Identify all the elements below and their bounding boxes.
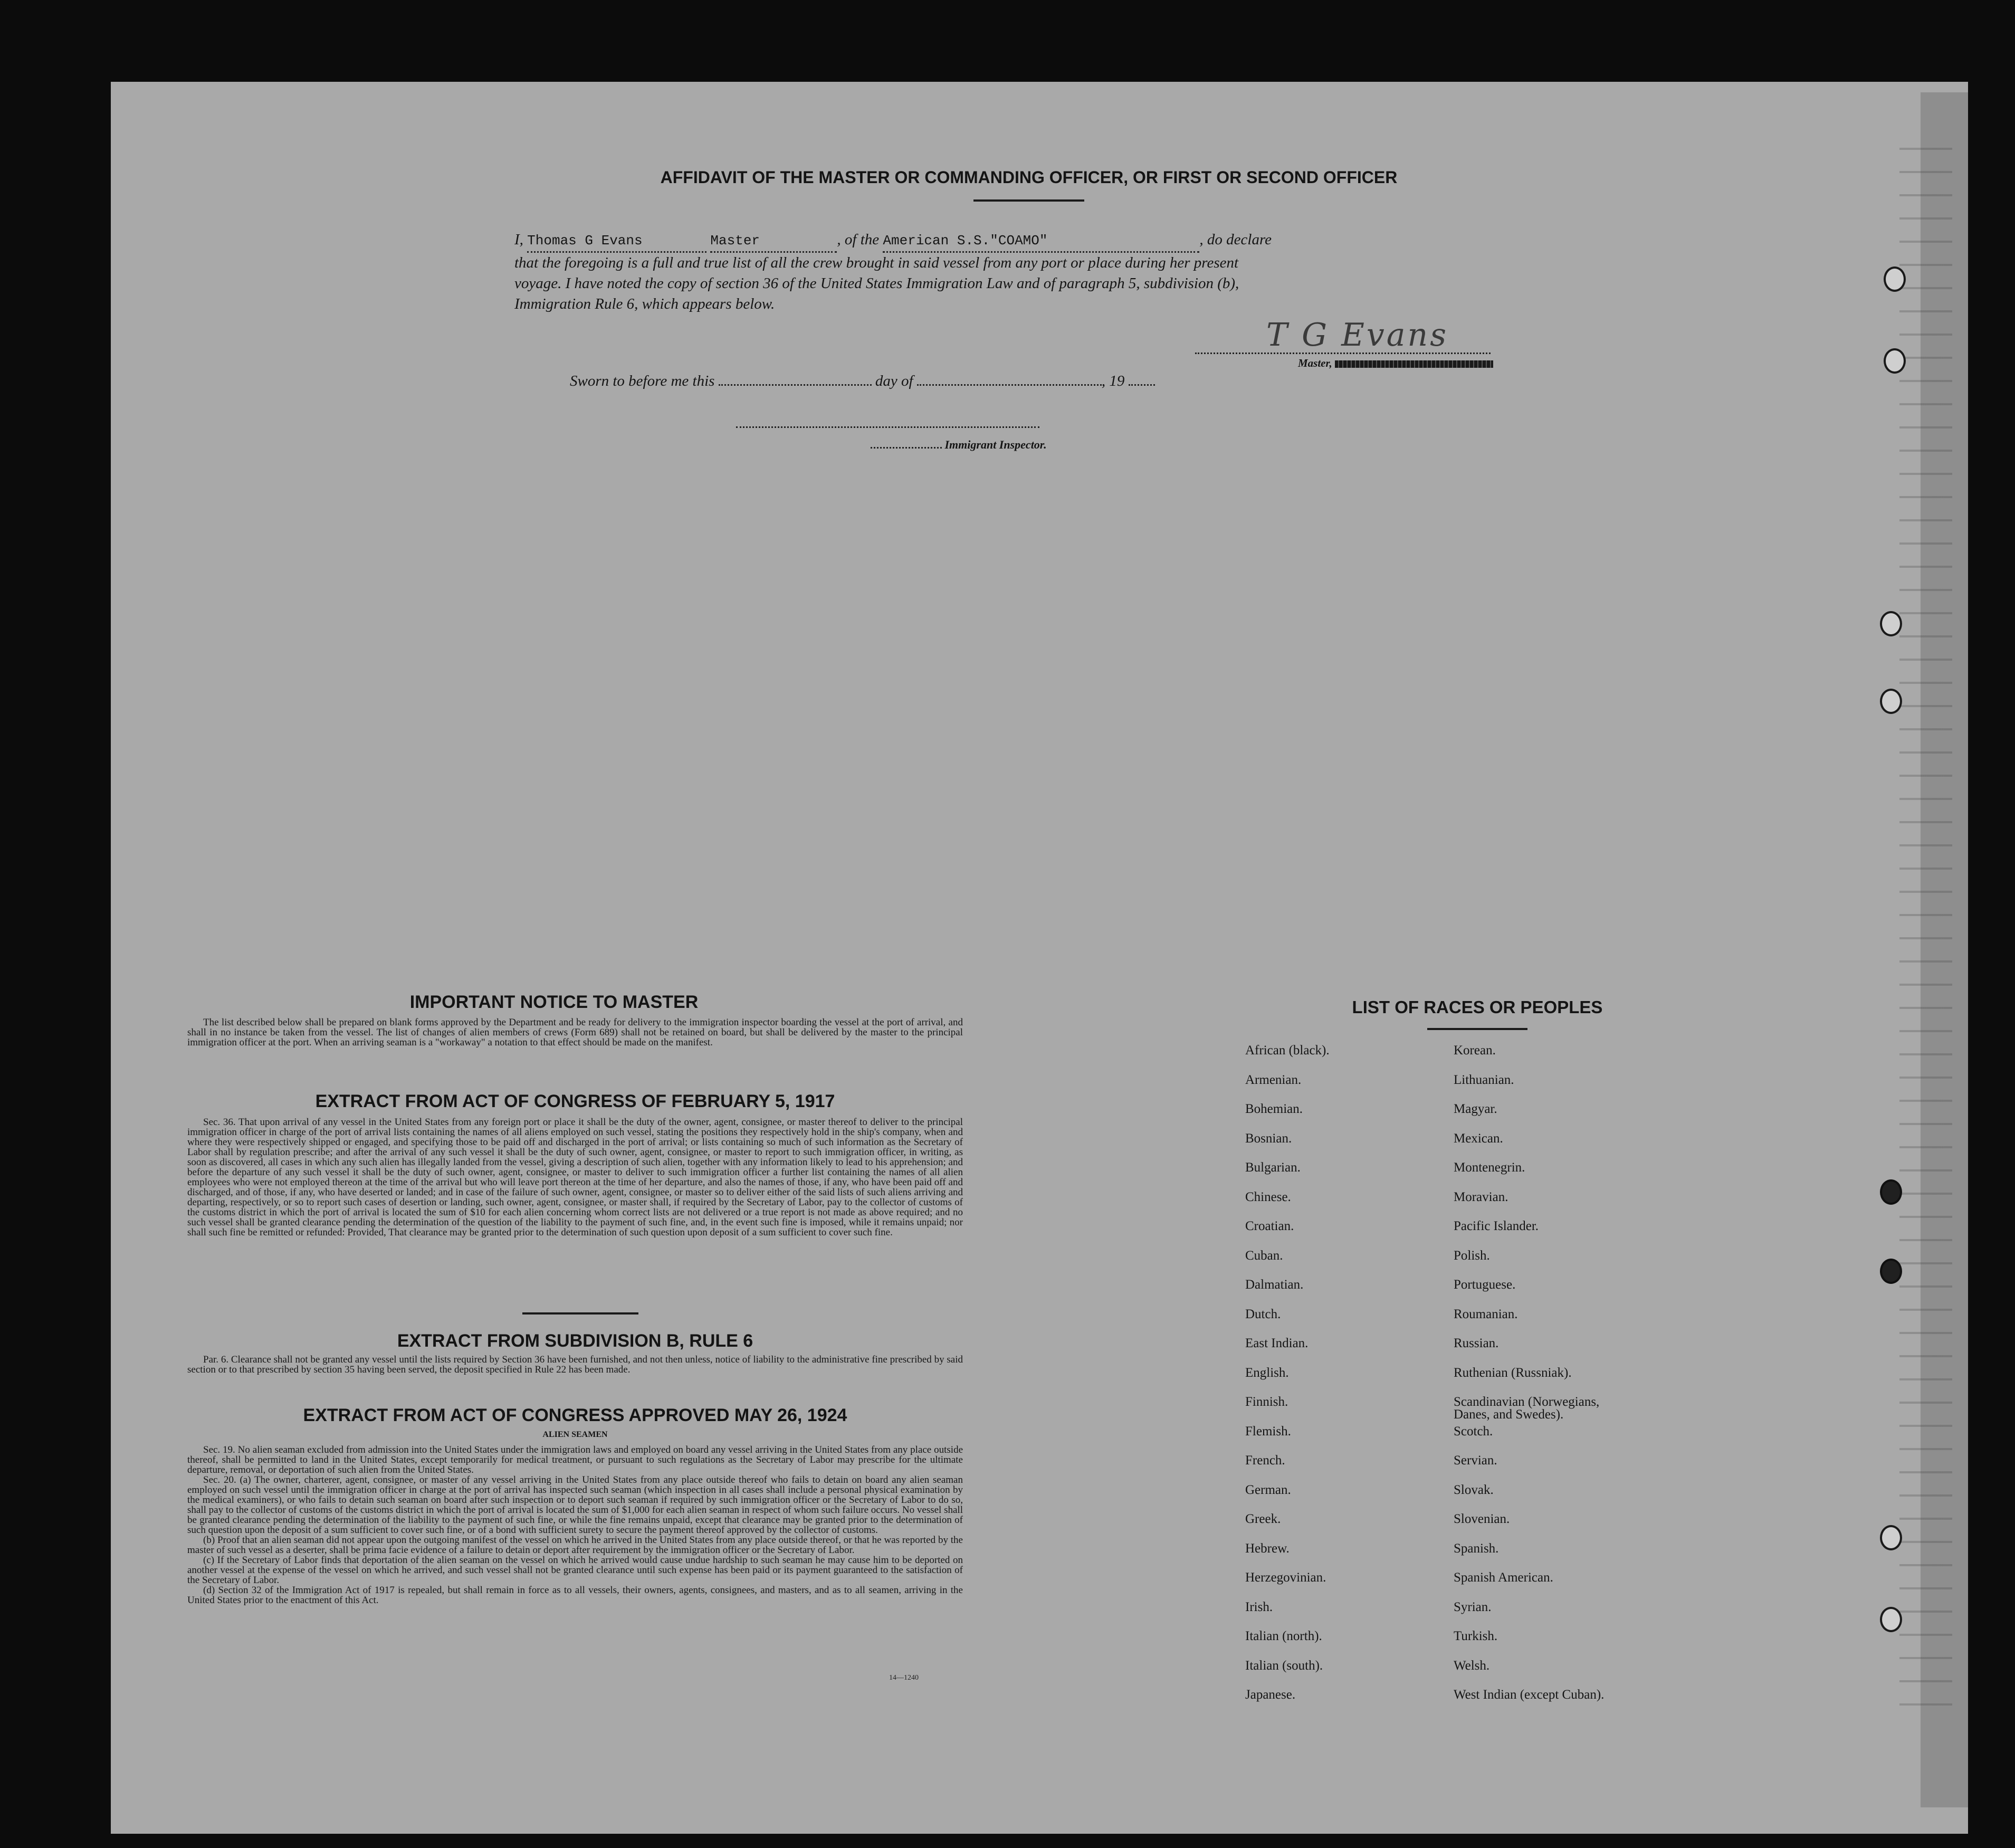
sworn-day-field bbox=[719, 384, 872, 386]
extract-rule-divider bbox=[522, 1312, 638, 1314]
race-item: Chinese. bbox=[1245, 1189, 1291, 1204]
race-item: Magyar. bbox=[1454, 1102, 1497, 1116]
form-number: 14—1240 bbox=[889, 1674, 919, 1682]
affidavit-i: I, bbox=[514, 231, 523, 248]
race-item: Finnish. bbox=[1245, 1395, 1288, 1409]
affidavit-title-rule bbox=[973, 199, 1084, 202]
race-item: Irish. bbox=[1245, 1599, 1273, 1614]
race-item: Italian (north). bbox=[1245, 1629, 1322, 1643]
race-item: Flemish. bbox=[1245, 1424, 1291, 1439]
sworn-month-field bbox=[917, 384, 1102, 386]
extract-1917-title: EXTRACT FROM ACT OF CONGRESS OF FEBRUARY 5, 1917 bbox=[315, 1091, 835, 1111]
extract-1924-title: EXTRACT FROM ACT OF CONGRESS APPROVED MAY 26, 1924 bbox=[303, 1405, 847, 1425]
inspector-caption bbox=[871, 438, 1047, 452]
inspector-field bbox=[871, 447, 942, 449]
punch-hole bbox=[1884, 266, 1906, 292]
rank-field bbox=[710, 230, 837, 253]
race-item: Ruthenian (Russniak). bbox=[1454, 1365, 1572, 1380]
do-declare-text: , do declare bbox=[1199, 231, 1272, 248]
race-item: Syrian. bbox=[1454, 1599, 1492, 1614]
signature-caption bbox=[1298, 357, 1493, 370]
extract-1924-subtitle: ALIEN SEAMEN bbox=[542, 1430, 608, 1439]
punch-hole bbox=[1880, 1179, 1902, 1205]
race-item: Moravian. bbox=[1454, 1189, 1508, 1204]
vessel-field bbox=[883, 230, 1199, 253]
inspector-signature-line bbox=[736, 426, 1039, 428]
race-item: Spanish. bbox=[1454, 1541, 1499, 1556]
race-item: Slovenian. bbox=[1454, 1512, 1510, 1526]
race-item: Servian. bbox=[1454, 1453, 1497, 1468]
race-item: English. bbox=[1245, 1365, 1289, 1380]
race-item: Polish. bbox=[1454, 1248, 1490, 1263]
signature-caption-text: Master, bbox=[1298, 357, 1332, 369]
affidavit-line-1 bbox=[514, 230, 1533, 253]
race-item: Russian. bbox=[1454, 1336, 1499, 1350]
notice-paragraph: The list described below shall be prepared on blank forms approved by the Department and be ready for delivery to the immigration inspector boarding the vessel at the port of arrival, and shall in no instance be taken from the vessel. The list of changes of alien members of crews (Form 689) shall not be retained on board, but shall be delivered by the master to the principal immigration officer at the port. When an arriving seaman is a "workaway" a notation to that effect should be made on the manifest. bbox=[187, 1017, 963, 1048]
extract-1917-paragraph: Sec. 36. That upon arrival of any vessel in the United States from any foreign port or place it shall be the duty of the owner, agent, consignee, or master thereof to deliver to the principal immigration officer in charge of the port of arrival lists containing the names of all aliens employed on such vessel, stating the positions they respectively hold in the ship's company, when and where they were respectively shipped or engaged, and specifying those to be paid off and discharged in the port of arrival; or lists containing so much of such information as the Secretary of Labor shall by regulation prescribe; and after the arrival of any such vessel it shall be the duty of such owner, agent, consignee, or master to report to such immigration officer, in writing, as soon as discovered, all cases in which any such alien has illegally landed from the vessel, giving a description of such alien, together with any information likely to lead to his apprehension; and before the departure of any such vessel it shall be the duty of such owner, agent, consignee, or master to deliver to such immigration officer a further list containing the names of all alien employees who were not employed thereon at the time of the arrival but who will leave port thereon at the time of her departure, and also the names of those, if any, who have been paid off and discharged, and of those, if any, who have deserted or landed; and in case of the failure of such owner, agent, consignee, or master so to deliver either of the said lists of such aliens arriving and departing, respectively, or so to report such cases of desertion or landing, such owner, agent, consignee, or master shall, if required by the Secretary of Labor, pay to the collector of customs of the customs district in which the port of arrival is located the sum of $10 for each alien concerning whom correct lists are not delivered or a true report is not made as above required; and no such vessel shall be granted clearance pending the determination of the question of the liability to the payment of such fine, and, in the event such fine is imposed, while it remains unpaid; nor shall such fine be remitted or refunded: Provided, That clearance may be granted prior to the determination of such question upon deposit of a sum sufficient to cover such fine. bbox=[187, 1117, 963, 1238]
vessel-name: American S.S."COAMO" bbox=[883, 233, 1048, 249]
race-item: Hebrew. bbox=[1245, 1541, 1290, 1556]
punch-hole bbox=[1884, 348, 1906, 374]
race-item: Welsh. bbox=[1454, 1658, 1490, 1673]
sworn-a: Sworn to before me this bbox=[570, 373, 715, 389]
race-item: Bohemian. bbox=[1245, 1102, 1303, 1116]
race-item: Turkish. bbox=[1454, 1629, 1498, 1643]
race-item: Croatian. bbox=[1245, 1219, 1294, 1233]
race-item: Armenian. bbox=[1245, 1072, 1302, 1087]
race-item: Slovak. bbox=[1454, 1482, 1494, 1497]
race-item: Bulgarian. bbox=[1245, 1160, 1301, 1175]
bleed-through-lines bbox=[1899, 127, 1952, 1710]
of-the-text: , of the bbox=[837, 231, 880, 248]
notice-text bbox=[187, 1017, 963, 1047]
sworn-line bbox=[570, 373, 1155, 390]
extract-rule6-text bbox=[187, 1355, 963, 1375]
extract-1924-sec20c: (c) If the Secretary of Labor finds that deportation of the alien seaman on the vessel on which he arrived would cause undue hardship to such seaman he may cause him to be deported on another vessel at the expense of the vessel on which he arrived, and such vessel shall not be granted clearance until such expense has been paid or its payment guaranteed to the satisfaction of the Secretary of Labor. bbox=[187, 1555, 963, 1586]
race-item: Italian (south). bbox=[1245, 1658, 1323, 1673]
punch-hole bbox=[1880, 611, 1902, 636]
affidavit-line-3: voyage. I have noted the copy of section 36 of the United States Immigration Law and of paragraph 5, subdivision (b), bbox=[514, 275, 1239, 292]
struck-out-titles bbox=[1335, 360, 1493, 368]
affidavit-body bbox=[514, 230, 1533, 315]
race-item: African (black). bbox=[1245, 1043, 1330, 1058]
race-item: Cuban. bbox=[1245, 1248, 1283, 1263]
race-item: Scotch. bbox=[1454, 1424, 1493, 1439]
race-item: Portuguese. bbox=[1454, 1278, 1516, 1292]
race-item: Korean. bbox=[1454, 1043, 1496, 1058]
races-title: LIST OF RACES OR PEOPLES bbox=[1352, 997, 1603, 1017]
inspector-text: Immigrant Inspector. bbox=[944, 438, 1047, 451]
sworn-c: , 19 bbox=[1101, 373, 1125, 389]
race-item: Herzegovinian. bbox=[1245, 1570, 1326, 1585]
race-item: Scandinavian (Norwegians, bbox=[1454, 1395, 1600, 1409]
extract-1924-sec19: Sec. 19. No alien seaman excluded from admission into the United States under the immigration laws and employed on board any vessel arriving in the United States from any place outside thereof, shall be permitted to land in the United States, except temporarily for medical treatment, or pursuant to such regulations as the Secretary of Labor may prescribe for the ultimate departure, removal, or deportation of such alien from the United States. bbox=[187, 1444, 963, 1475]
race-item: French. bbox=[1245, 1453, 1285, 1468]
race-item: Bosnian. bbox=[1245, 1131, 1292, 1146]
signature-line bbox=[1195, 353, 1491, 354]
affidavit-line-4: Immigration Rule 6, which appears below. bbox=[514, 296, 775, 312]
race-item: Greek. bbox=[1245, 1512, 1281, 1526]
signature-text: T G Evans bbox=[1266, 317, 1448, 354]
races-title-rule bbox=[1427, 1028, 1527, 1030]
extract-1917-text bbox=[187, 1117, 963, 1237]
extract-rule6-title: EXTRACT FROM SUBDIVISION B, RULE 6 bbox=[397, 1331, 753, 1351]
punch-hole bbox=[1880, 1607, 1902, 1632]
race-item: Mexican. bbox=[1454, 1131, 1503, 1146]
race-item: Dutch. bbox=[1245, 1307, 1281, 1321]
race-item: Japanese. bbox=[1245, 1688, 1296, 1702]
race-item: Dalmatian. bbox=[1245, 1278, 1304, 1292]
sworn-year-field bbox=[1129, 384, 1155, 386]
extract-1924-sec20d: (d) Section 32 of the Immigration Act of 1917 is repealed, but shall remain in force as to all vessels, their owners, agents, consignees, and masters, and as to all seamen, arriving in the United States prior to the enactment of this Act. bbox=[187, 1585, 963, 1606]
punch-hole bbox=[1880, 689, 1902, 714]
race-item: Lithuanian. bbox=[1454, 1072, 1514, 1087]
race-item: East Indian. bbox=[1245, 1336, 1309, 1350]
punch-hole bbox=[1880, 1525, 1902, 1550]
extract-rule6-paragraph: Par. 6. Clearance shall not be granted any vessel until the lists required by Section 36 have been furnished, and not then unless, notice of liability to the administrative fine prescribed by said section or to that prescribed by section 35 having been served, the deposit specified in Rule 22 has been made. bbox=[187, 1354, 963, 1375]
punch-hole bbox=[1880, 1259, 1902, 1284]
race-item: West Indian (except Cuban). bbox=[1454, 1688, 1605, 1702]
notice-title: IMPORTANT NOTICE TO MASTER bbox=[409, 992, 699, 1012]
race-item: Spanish American. bbox=[1454, 1570, 1553, 1585]
race-item: Montenegrin. bbox=[1454, 1160, 1525, 1175]
sworn-b: day of bbox=[875, 373, 913, 389]
name-field bbox=[527, 230, 706, 253]
race-item: Danes, and Swedes). bbox=[1454, 1407, 1564, 1422]
extract-1924-sec20a: Sec. 20. (a) The owner, charterer, agent, consignee, or master of any vessel arriving in the United States from any place outside thereof who fails to detain on board any alien seaman employed on such vessel until the immigration officer in charge at the port of arrival has inspected such seaman (which inspection in all cases shall include a personal physical examination by the medical examiners), or who fails to detain such seaman on board after such inspection or to deport such seaman if required by such immigration officer or the Secretary of Labor to do so, shall pay to the collector of customs of the customs district in which the port of arrival is located the sum of $1,000 for each alien seaman in respect of whom such failure occurs. No vessel shall be granted clearance pending the determination of the liability to the payment of such fine, or while the fine remains unpaid, except that clearance may be granted prior to the determination of such question upon the deposit of a sum sufficient to cover such fine, or of a bond with sufficient surety to secure the payment thereof approved by the collector of customs. bbox=[187, 1474, 963, 1536]
affidavit-title: AFFIDAVIT OF THE MASTER OR COMMANDING OFFICER, OR FIRST OR SECOND OFFICER bbox=[660, 168, 1398, 187]
extract-1924-text bbox=[187, 1445, 963, 1605]
signature bbox=[1266, 317, 1448, 354]
affidavit-line-2: that the foregoing is a full and true list of all the crew brought in said vessel from any port or place during her present bbox=[514, 254, 1239, 271]
race-item: Pacific Islander. bbox=[1454, 1219, 1539, 1233]
race-item: Roumanian. bbox=[1454, 1307, 1518, 1321]
master-rank: Master bbox=[710, 233, 760, 249]
master-name: Thomas G Evans bbox=[527, 233, 643, 249]
race-item: German. bbox=[1245, 1482, 1291, 1497]
extract-1924-sec20b: (b) Proof that an alien seaman did not appear upon the outgoing manifest of the vessel on which he arrived in the United States from any place outside thereof, or that he was reported by the master of such vessel as a deserter, shall be prima facie evidence of a failure to detain or deport after requirement by the immigration officer or the Secretary of Labor. bbox=[187, 1535, 963, 1556]
